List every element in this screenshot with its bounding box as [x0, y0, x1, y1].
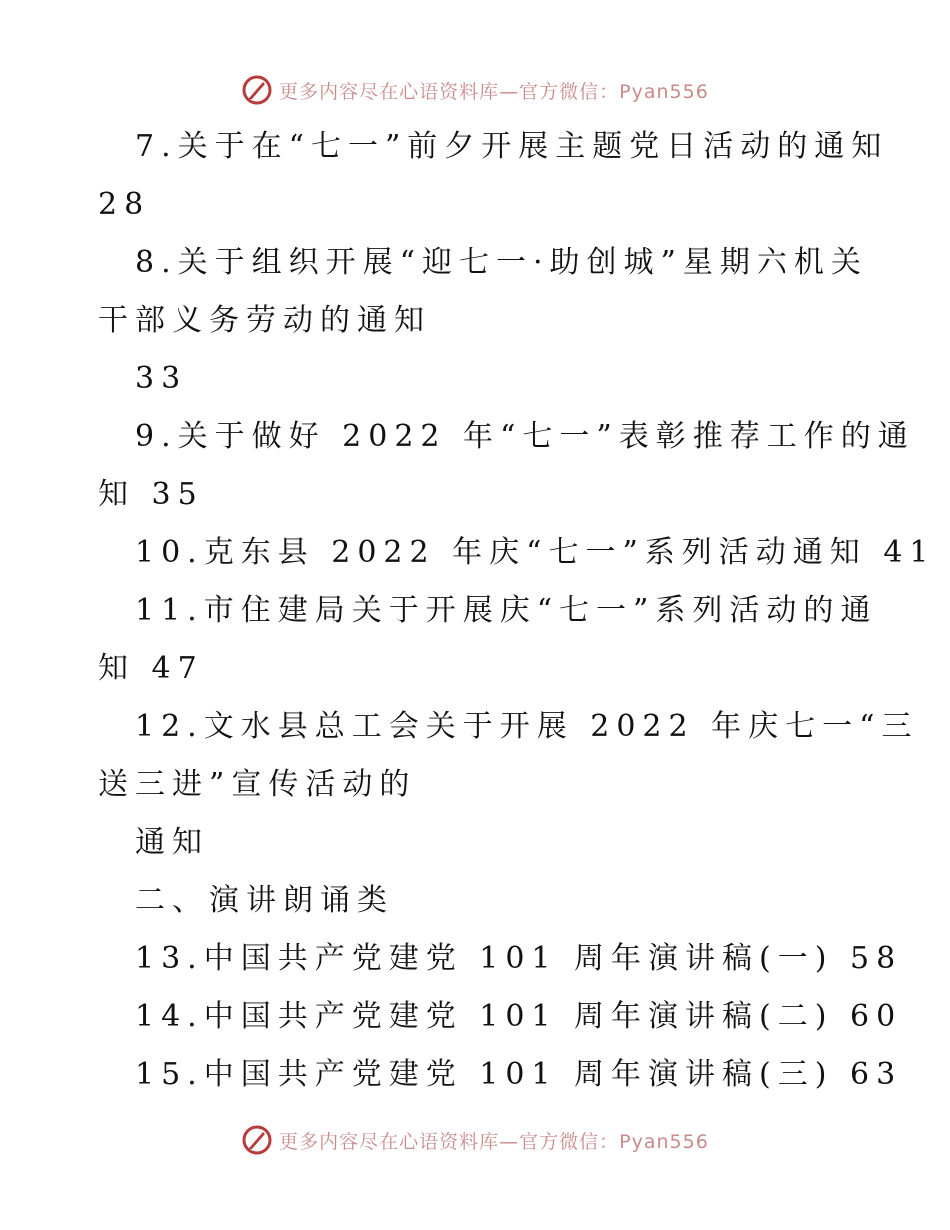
toc-item-11: 11.市住建局关于开展庆“七一”系列活动的通: [135, 593, 878, 628]
toc-item-14: 14.中国共产党建党 101 周年演讲稿(二) 60: [135, 999, 903, 1034]
quill-logo-icon: [241, 74, 273, 106]
header-watermark: [0, 70, 950, 110]
toc-item-9: 9.关于做好 2022 年“七一”表彰推荐工作的通: [135, 419, 915, 454]
toc-item-10: 10.克东县 2022 年庆“七一”系列活动通知 41: [135, 535, 936, 570]
toc-page-number: 33: [135, 361, 188, 396]
toc-item-15: 15.中国共产党建党 101 周年演讲稿(三) 63: [135, 1057, 903, 1092]
quill-logo-icon: [241, 1124, 273, 1156]
toc-item-12-continued: 通知: [135, 825, 209, 860]
toc-item-11-continued: 知 47: [98, 651, 204, 686]
toc-page-number: 28: [98, 187, 151, 222]
section-heading: 二、演讲朗诵类: [135, 883, 394, 918]
toc-item-7: 7.关于在“七一”前夕开展主题党日活动的通知: [135, 129, 889, 164]
toc-item-12: 12.文水县总工会关于开展 2022 年庆七一“三: [135, 709, 919, 744]
watermark-text: 更多内容尽在心语资料库—官方微信：Pyan556: [279, 80, 709, 103]
toc-item-12-continued: 送三进”宣传活动的: [98, 767, 417, 802]
toc-item-8: 8.关于组织开展“迎七一·助创城”星期六机关: [135, 245, 868, 280]
footer-watermark: [0, 1120, 950, 1160]
toc-item-13: 13.中国共产党建党 101 周年演讲稿(一) 58: [135, 941, 903, 976]
toc-item-9-continued: 知 35: [98, 477, 204, 512]
watermark-text: 更多内容尽在心语资料库—官方微信：Pyan556: [279, 1130, 709, 1153]
toc-item-8-continued: 干部义务劳动的通知: [98, 303, 431, 338]
